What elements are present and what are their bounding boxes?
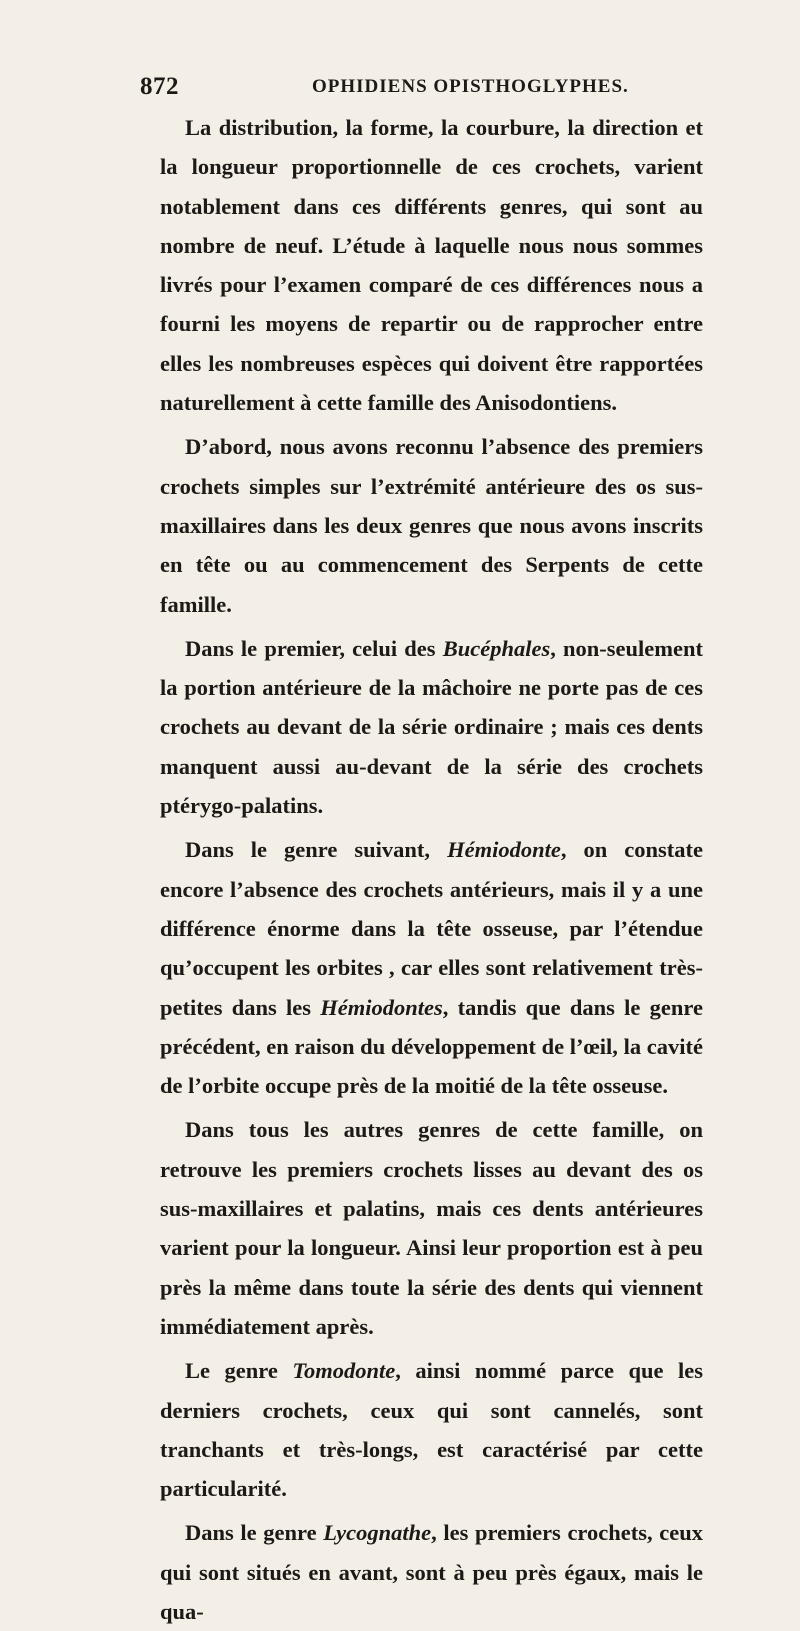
paragraph: [160, 1351, 703, 1508]
page-header: [140, 73, 680, 103]
text-run: Dans le genre: [185, 1520, 324, 1546]
italic-term: Hémiodontes: [320, 994, 443, 1020]
paragraph: [160, 427, 703, 623]
text-run: , ainsi nommé parce que les derniers crochets, ceux qui sont cannelés, sont tranchants et très-longs, est caractérisé par cette particularité.: [160, 1358, 703, 1502]
text-run: La distribution, la forme, la courbure, la direction et la longueur proportionnelle de ces crochets, varient notablement dans ces différents genres, qui sont au nombre de neuf. L’étude à laquelle nous nous sommes livrés pour l’examen comparé de ces différences nous a fourni les moyens de repartir ou de rapprocher entre elles les nombreuses espèces qui doivent être rapportées naturellement à cette famille des Anisodontiens.: [160, 115, 703, 416]
text-run: D’abord, nous avons reconnu l’absence des premiers crochets simples sur l’extrémité antérieure des os sus-maxillaires dans les deux genres que nous avons inscrits en tête ou au commencement des Serpents de cette famille.: [160, 434, 703, 617]
text-run: Le genre: [185, 1358, 293, 1384]
text-run: Dans le premier, celui des: [185, 635, 443, 661]
text-run: , on constate encore l’absence des crochets antérieurs, mais il y a une différence énorme dans la tête osseuse, par l’étendue qu’occupent les orbites , car elles sont relativement très-petites dans les: [160, 837, 703, 1020]
paragraph: [160, 830, 703, 1105]
text-run: , tandis que dans le genre précédent, en raison du développement de l’œil, la cavité de l’orbite occupe près de la moitié de la tête osseuse.: [160, 994, 703, 1099]
text-run: , non-seulement la portion antérieure de la mâchoire ne porte pas de ces crochets au devant de la série ordinaire ; mais ces dents manquent aussi au-devant de la série des crochets ptérygo-palatins.: [160, 635, 704, 819]
italic-term: Bucéphales: [442, 635, 551, 661]
text-run: , les premiers crochets, ceux qui sont situés en avant, sont à peu près égaux, mais le qua-: [160, 1520, 703, 1624]
italic-term: Lycognathe: [323, 1520, 432, 1546]
paragraph: [160, 629, 703, 825]
paragraph: [160, 1110, 703, 1346]
running-title: OPHIDIENS OPISTHOGLYPHES.: [312, 76, 629, 97]
page-number: 872: [140, 73, 179, 100]
body-text: [160, 108, 703, 1631]
italic-term: Tomodonte: [292, 1358, 396, 1384]
text-run: Dans tous les autres genres de cette famille, on retrouve les premiers crochets lisses au devant des os sus-maxillaires et palatins, mais ces dents antérieures varient pour la longueur. Ainsi leur proportion est à peu près la même dans toute la série des dents qui viennent immédiatement après.: [160, 1117, 703, 1339]
paragraph: [160, 1513, 703, 1631]
text-run: Dans le genre suivant,: [185, 837, 448, 863]
paragraph: [160, 108, 703, 422]
italic-term: Hémiodonte: [447, 837, 561, 863]
